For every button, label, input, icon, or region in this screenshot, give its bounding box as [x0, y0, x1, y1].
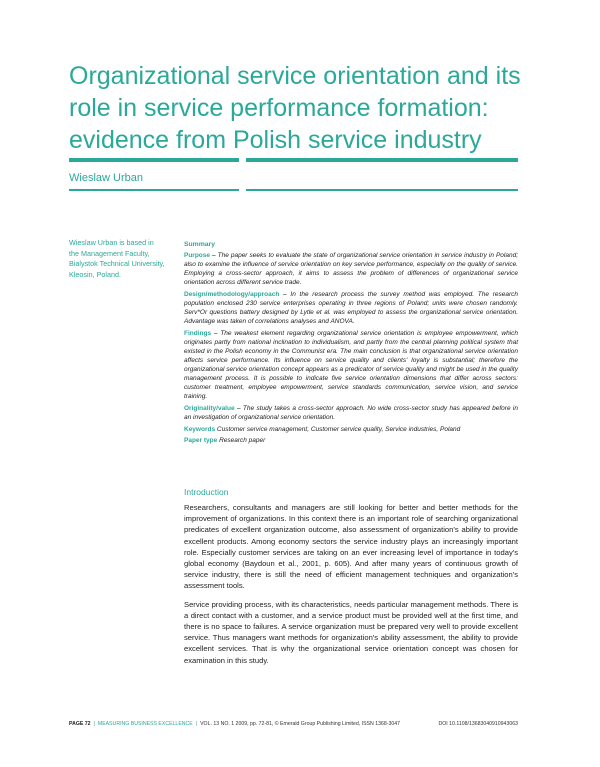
author-rule-left: [69, 189, 239, 191]
abstract-design: [184, 290, 518, 326]
intro-paragraph-2: Service providing process, with its characteristics, needs particular management methods. There is a direct contact with a customer, and a service product must be provided well at the first time, and there is no space to failures. A service organization must be prepared very well to provide excellent service. Thus managers want methods for organization's ability assessment, the ability to provide excellent services. That is why the organizational service orientation concept was chosen for examination in this study.: [184, 599, 518, 665]
originality-text: – The study takes a cross-sector approach. No wide cross-sector study has appeared before in an investigation of organizational service orientation.: [184, 405, 518, 421]
volume-info: VOL. 13 NO. 1 2009, pp. 72-81, © Emerald Group Publishing Limited, ISSN 1368-3047: [200, 721, 401, 727]
abstract: [184, 240, 518, 447]
author-affiliation: Wieslaw Urban is based in the Management Faculty, Bialystok Technical University, Kleosin, Poland.: [69, 238, 165, 279]
summary-heading: Summary: [184, 241, 215, 248]
author-name: Wieslaw Urban: [69, 172, 143, 184]
paper-type-text: Research paper: [219, 437, 266, 444]
design-label: Design/methodology/approach: [184, 291, 280, 298]
doi: DOI 10.1108/13683040910943063: [438, 721, 518, 727]
purpose-label: Purpose: [184, 252, 211, 259]
findings-text: – The weakest element regarding organizational service orientation is employee empowerment, which originates partly from national inclination to individualism, and partly from the central planning political system that existed in the Polish economy in the Communist era. The main conclusion is that organizational service orientation affects service performance. Its influence on service quality and clients' loyalty is substantial; therefore the organizational service orientation concept appears as a predicator of service quality and might be used in the quality management process. It is possible to indicate five service orientation dimensions that differ across sectors: customer treatment, employee empowerment, service standards communication, service vision, and service training.: [184, 330, 518, 400]
paper-type-label: Paper type: [184, 437, 218, 444]
originality-label: Originality/value: [184, 405, 235, 412]
findings-label: Findings: [184, 330, 212, 337]
abstract-findings: [184, 329, 518, 401]
journal-name: MEASURING BUSINESS EXCELLENCE: [97, 721, 193, 727]
keywords-label: Keywords: [184, 426, 216, 433]
abstract-originality: [184, 404, 518, 422]
intro-paragraph-1: Researchers, consultants and managers are still looking for better and better methods for the improvement of organizations. In this context there is an important role of searching organizational predicates of excellent organization outcome, also assessment of organization's ability to provide excellent products. Among economy sectors the service industry plays an increasingly important role. Especially customer services are taking on an ever increasing level of importance in today's global economy (Baydoun et al., 2001, p. 605). And after many years of continuous growth of service industry, there is still the need of efficient management techniques and organization's assessment tools.: [184, 503, 518, 591]
title-rule-left: [69, 158, 239, 162]
keywords: [184, 425, 518, 434]
page-number: PAGE 72: [69, 721, 91, 727]
author-rule-right: [246, 189, 518, 191]
article-title: Organizational service orientation and its role in service performance formation: evidence from Polish service industry: [69, 62, 521, 154]
design-text: – In the research process the survey method was employed. The research population enclosed 230 service enterprises operating in three regions of Poland; units were chosen randomly. Serv*Or questions battery designed by Lytle et al. was employed to assess the organizational service orientation. Advantage was taken of correlations analyses and ANOVA.: [184, 291, 518, 325]
purpose-text: – The paper seeks to evaluate the state of organizational service orientation in service industry in Poland; also to examine the influence of service orientation on key service performance, especially on the quality of service. Employing a cross-sector approach, it aims to assess the problem of differences of organizational service orientation across different service trade.: [184, 252, 518, 286]
abstract-purpose: [184, 251, 518, 287]
introduction-heading: Introduction: [184, 487, 229, 497]
paper-type: [184, 436, 518, 445]
page-footer: PAGE 72 | MEASURING BUSINESS EXCELLENCE | VOL. 13 NO. 1 2009, pp. 72-81, © Emerald Group Publishing Limited, ISSN 1368-3047 DOI 10.1108/13683040910943063: [69, 721, 518, 727]
introduction-body: [184, 502, 518, 673]
title-rule-right: [246, 158, 518, 162]
keywords-text: Customer service management, Customer service quality, Service industries, Poland: [216, 426, 461, 433]
